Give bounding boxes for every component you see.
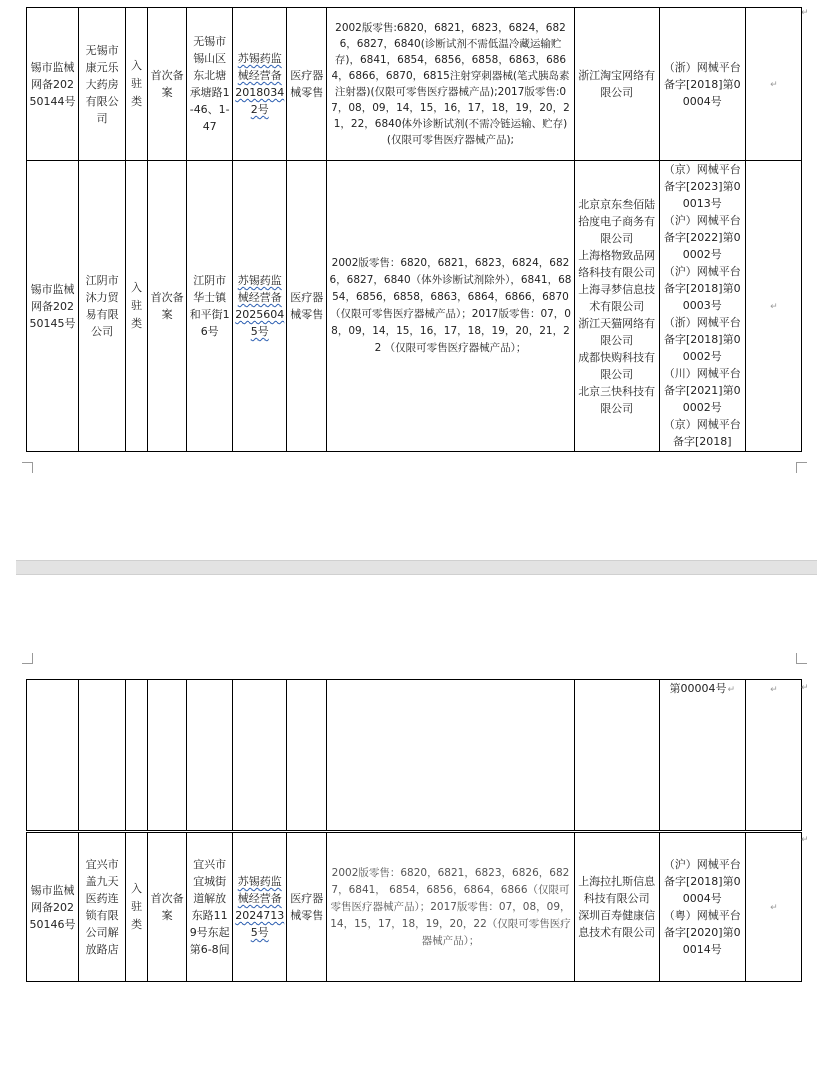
- platform-name: 深圳百寿健康信息技术有限公司: [578, 909, 656, 939]
- platform-no: （沪）网械平台备字[2022]第00002号: [663, 214, 741, 261]
- table-row: [27, 680, 802, 832]
- platform-name: 北京三快科技有限公司: [578, 384, 656, 415]
- seq-cell: 锡市监械网备20250144号: [27, 8, 79, 161]
- license-cell: 苏锡药监械经营备20256045号: [233, 161, 287, 452]
- paragraph-mark: ↵: [801, 835, 809, 845]
- remark-cell: ↵: [745, 680, 801, 832]
- platform-cell: 浙江淘宝网络有限公司: [574, 8, 659, 161]
- platform-no-cell: （浙）网械平台备字[2018]第00004号: [659, 8, 745, 161]
- address-cell: 宜兴市宜城街道解放东路119号东起第6-8间: [187, 832, 233, 982]
- platform-no: （京）网械平台备字[2018]: [663, 418, 741, 448]
- seq-cell: [27, 680, 79, 832]
- table-row: [27, 8, 802, 161]
- license-cell: [233, 680, 287, 832]
- platform-no: （川）网械平台备字[2021]第00002号: [663, 367, 741, 414]
- seq-cell: 锡市监械网备20250146号: [27, 832, 79, 982]
- products-cell: 2002版零售：6820，6821，6823，6824，6826，6827，6840（体外诊断试剂除外），6841，6854，6856，6858，6863，6864，6866，6870 （仅限可零售医疗器械产品）；2017版零售：07，08，09，14，15，16，17，18，19，20，21，22 （仅限可零售医疗器械产品）；: [327, 161, 574, 452]
- platform-name: 北京京东叁佰陆拾度电子商务有限公司: [578, 197, 656, 245]
- filing-cell: [148, 680, 187, 832]
- platform-no-cell: [659, 832, 745, 982]
- platform-name: 浙江天猫网络有限公司: [578, 316, 656, 347]
- page-corner-mark: [22, 462, 33, 473]
- type-cell: 入驻类: [126, 8, 148, 161]
- company-cell: 江阴市沐力贸易有限公司: [79, 161, 126, 452]
- products-cell: [327, 680, 574, 832]
- filing-cell: 首次备案: [148, 832, 187, 982]
- scope-cell: 医疗器械零售: [287, 161, 327, 452]
- platform-no: （沪）网械平台备字[2018]第00003号: [663, 265, 741, 312]
- paragraph-mark: ↵: [801, 683, 809, 693]
- table-row: [27, 832, 802, 982]
- type-cell: 入驻类: [126, 161, 148, 452]
- platform-name: 上海寻梦信息技术有限公司: [578, 282, 656, 313]
- filing-cell: 首次备案: [148, 161, 187, 452]
- platform-name: 成都快购科技有限公司: [578, 350, 656, 381]
- table-row: [27, 161, 802, 452]
- remark-cell: ↵: [745, 832, 801, 982]
- page-corner-mark: [796, 653, 807, 664]
- address-cell: [187, 680, 233, 832]
- remark-cell: ↵: [745, 161, 801, 452]
- scope-cell: 医疗器械零售: [287, 8, 327, 161]
- company-cell: 宜兴市盖九天医药连锁有限公司解放路店: [79, 832, 126, 982]
- company-cell: [79, 680, 126, 832]
- platform-no-cell: [659, 161, 745, 452]
- address-cell: 江阴市华士镇和平街16号: [187, 161, 233, 452]
- company-cell: 无锡市康元乐大药房有限公司: [79, 8, 126, 161]
- platform-cell: [574, 832, 659, 982]
- license-cell: 苏锡药监械经营备20247135号: [233, 832, 287, 982]
- address-cell: 无锡市锡山区东北塘承塘路1-46、1-47: [187, 8, 233, 161]
- filing-cell: 首次备案: [148, 8, 187, 161]
- paragraph-mark: ↵: [801, 8, 809, 18]
- products-cell: 2002版零售:6820，6821，6823，6824，6826，6827，6840(诊断试剂不需低温冷藏运输贮存)，6841，6854，6856，6858，6863，6864，6866，6870，6815注射穿刺器械(笔式胰岛素注射器)(仅限可零售医疗器械产品);2017版零售:07，08，09，14，15，16，17，18，19，20，21，22，6840体外诊断试剂(不需冷链运输、贮存)(仅限可零售医疗器械产品);: [327, 8, 574, 161]
- filing-table-page-2: [26, 679, 802, 982]
- scope-cell: [287, 680, 327, 832]
- remark-cell: ↵: [745, 8, 801, 161]
- platform-no: （京）网械平台备字[2023]第00013号: [663, 163, 741, 210]
- platform-no-cell: 第00004号↵: [659, 680, 745, 832]
- page-corner-mark: [796, 462, 807, 473]
- scope-cell: 医疗器械零售: [287, 832, 327, 982]
- platform-no: （浙）网械平台备字[2018]第00002号: [663, 316, 741, 363]
- platform-cell: [574, 680, 659, 832]
- platform-no: （粤）网械平台备字[2020]第00014号: [663, 909, 741, 956]
- platform-name: 上海格物致品网络科技有限公司: [578, 248, 656, 279]
- type-cell: [126, 680, 148, 832]
- document-page-2: [0, 575, 817, 1075]
- filing-table-page-1: [26, 7, 802, 452]
- seq-cell: 锡市监械网备20250145号: [27, 161, 79, 452]
- page-break: [16, 560, 817, 575]
- platform-name: 上海拉扎斯信息科技有限公司: [578, 875, 656, 905]
- products-cell: 2002版零售：6820，6821，6823，6826，6827，6841， 6854，6856，6864，6866（仅限可零售医疗器械产品）；2017版零售：07，08，09，14，15，17，18，19，20，22（仅限可零售医疗器械产品）；: [327, 832, 574, 982]
- type-cell: 入驻类: [126, 832, 148, 982]
- platform-cell: [574, 161, 659, 452]
- platform-no: （沪）网械平台备字[2018]第00004号: [663, 858, 741, 905]
- license-cell: 苏锡药监械经营备20180342号: [233, 8, 287, 161]
- page-corner-mark: [22, 653, 33, 664]
